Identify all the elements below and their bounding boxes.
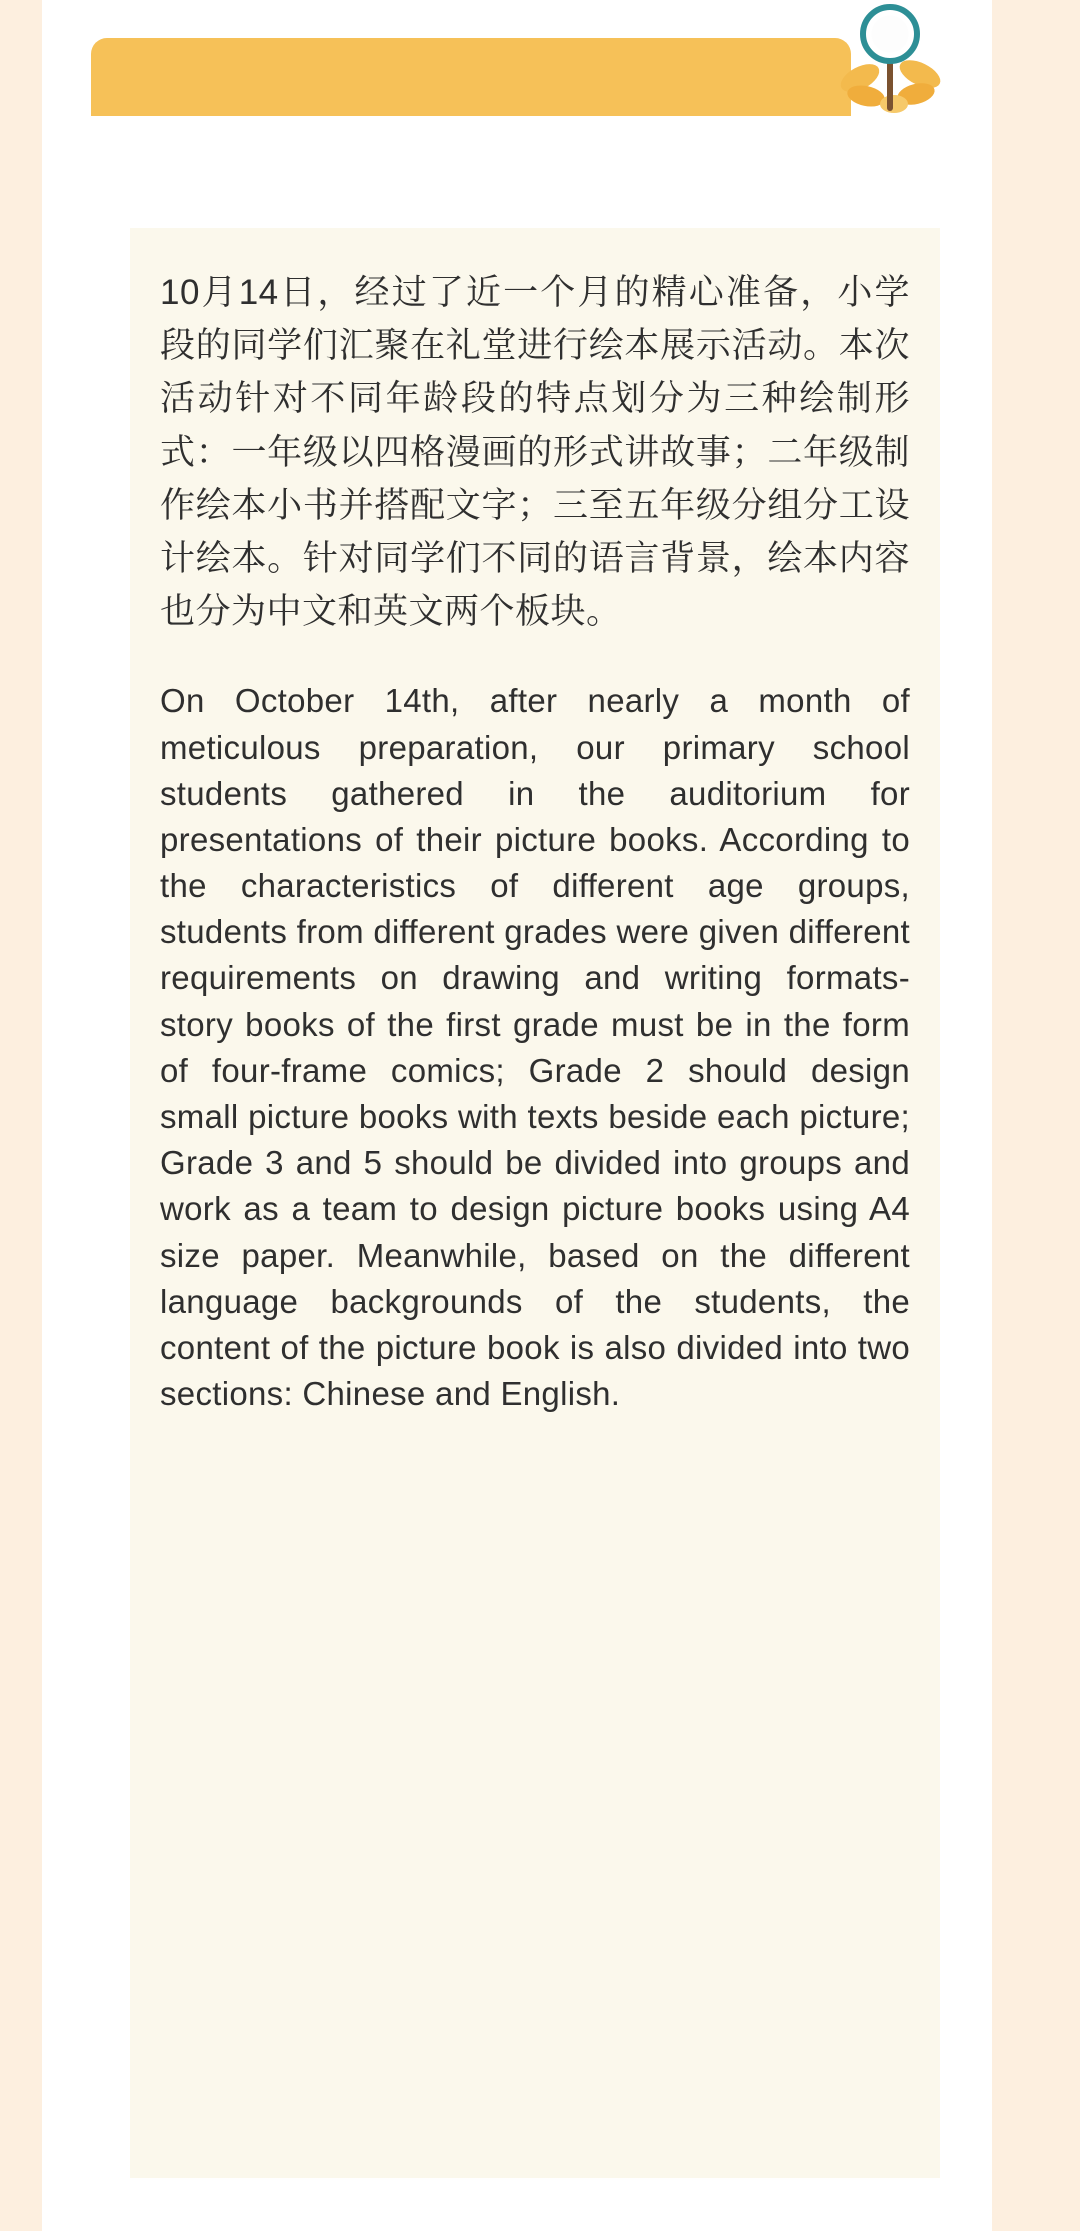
header-banner [91,38,851,116]
article-panel [130,228,940,2178]
article-paragraph-chinese: 10月14日，经过了近一个月的精心准备，小学段的同学们汇聚在礼堂进行绘本展示活动。本次活动针对不同年龄段的特点划分为三种绘制形式：一年级以四格漫画的形式讲故事；二年级制作绘本小书并搭配文字；三至五年级分组分工设计绘本。针对同学们不同的语言背景，绘本内容也分为中文和英文两个板块。 [160,273,910,632]
article-paragraph-english: On October 14th, after nearly a month of meticulous preparation, our primary school students gathered in the auditorium for presentations of their picture books. According to the characteristics of different age groups, students from different grades were given different requirements on drawing and writing formats- story books of the first grade must be in the form of four-frame comics; Grade 2 should design small picture books with texts beside each picture; Grade 3 and 5 should be divided into groups and work as a team to design picture books using A4 size paper. Meanwhile, based on the different language backgrounds of the students, the content of the picture book is also divided into two sections: Chinese and English. [160,682,910,1413]
magnifier-with-leaves-icon [828,0,958,130]
